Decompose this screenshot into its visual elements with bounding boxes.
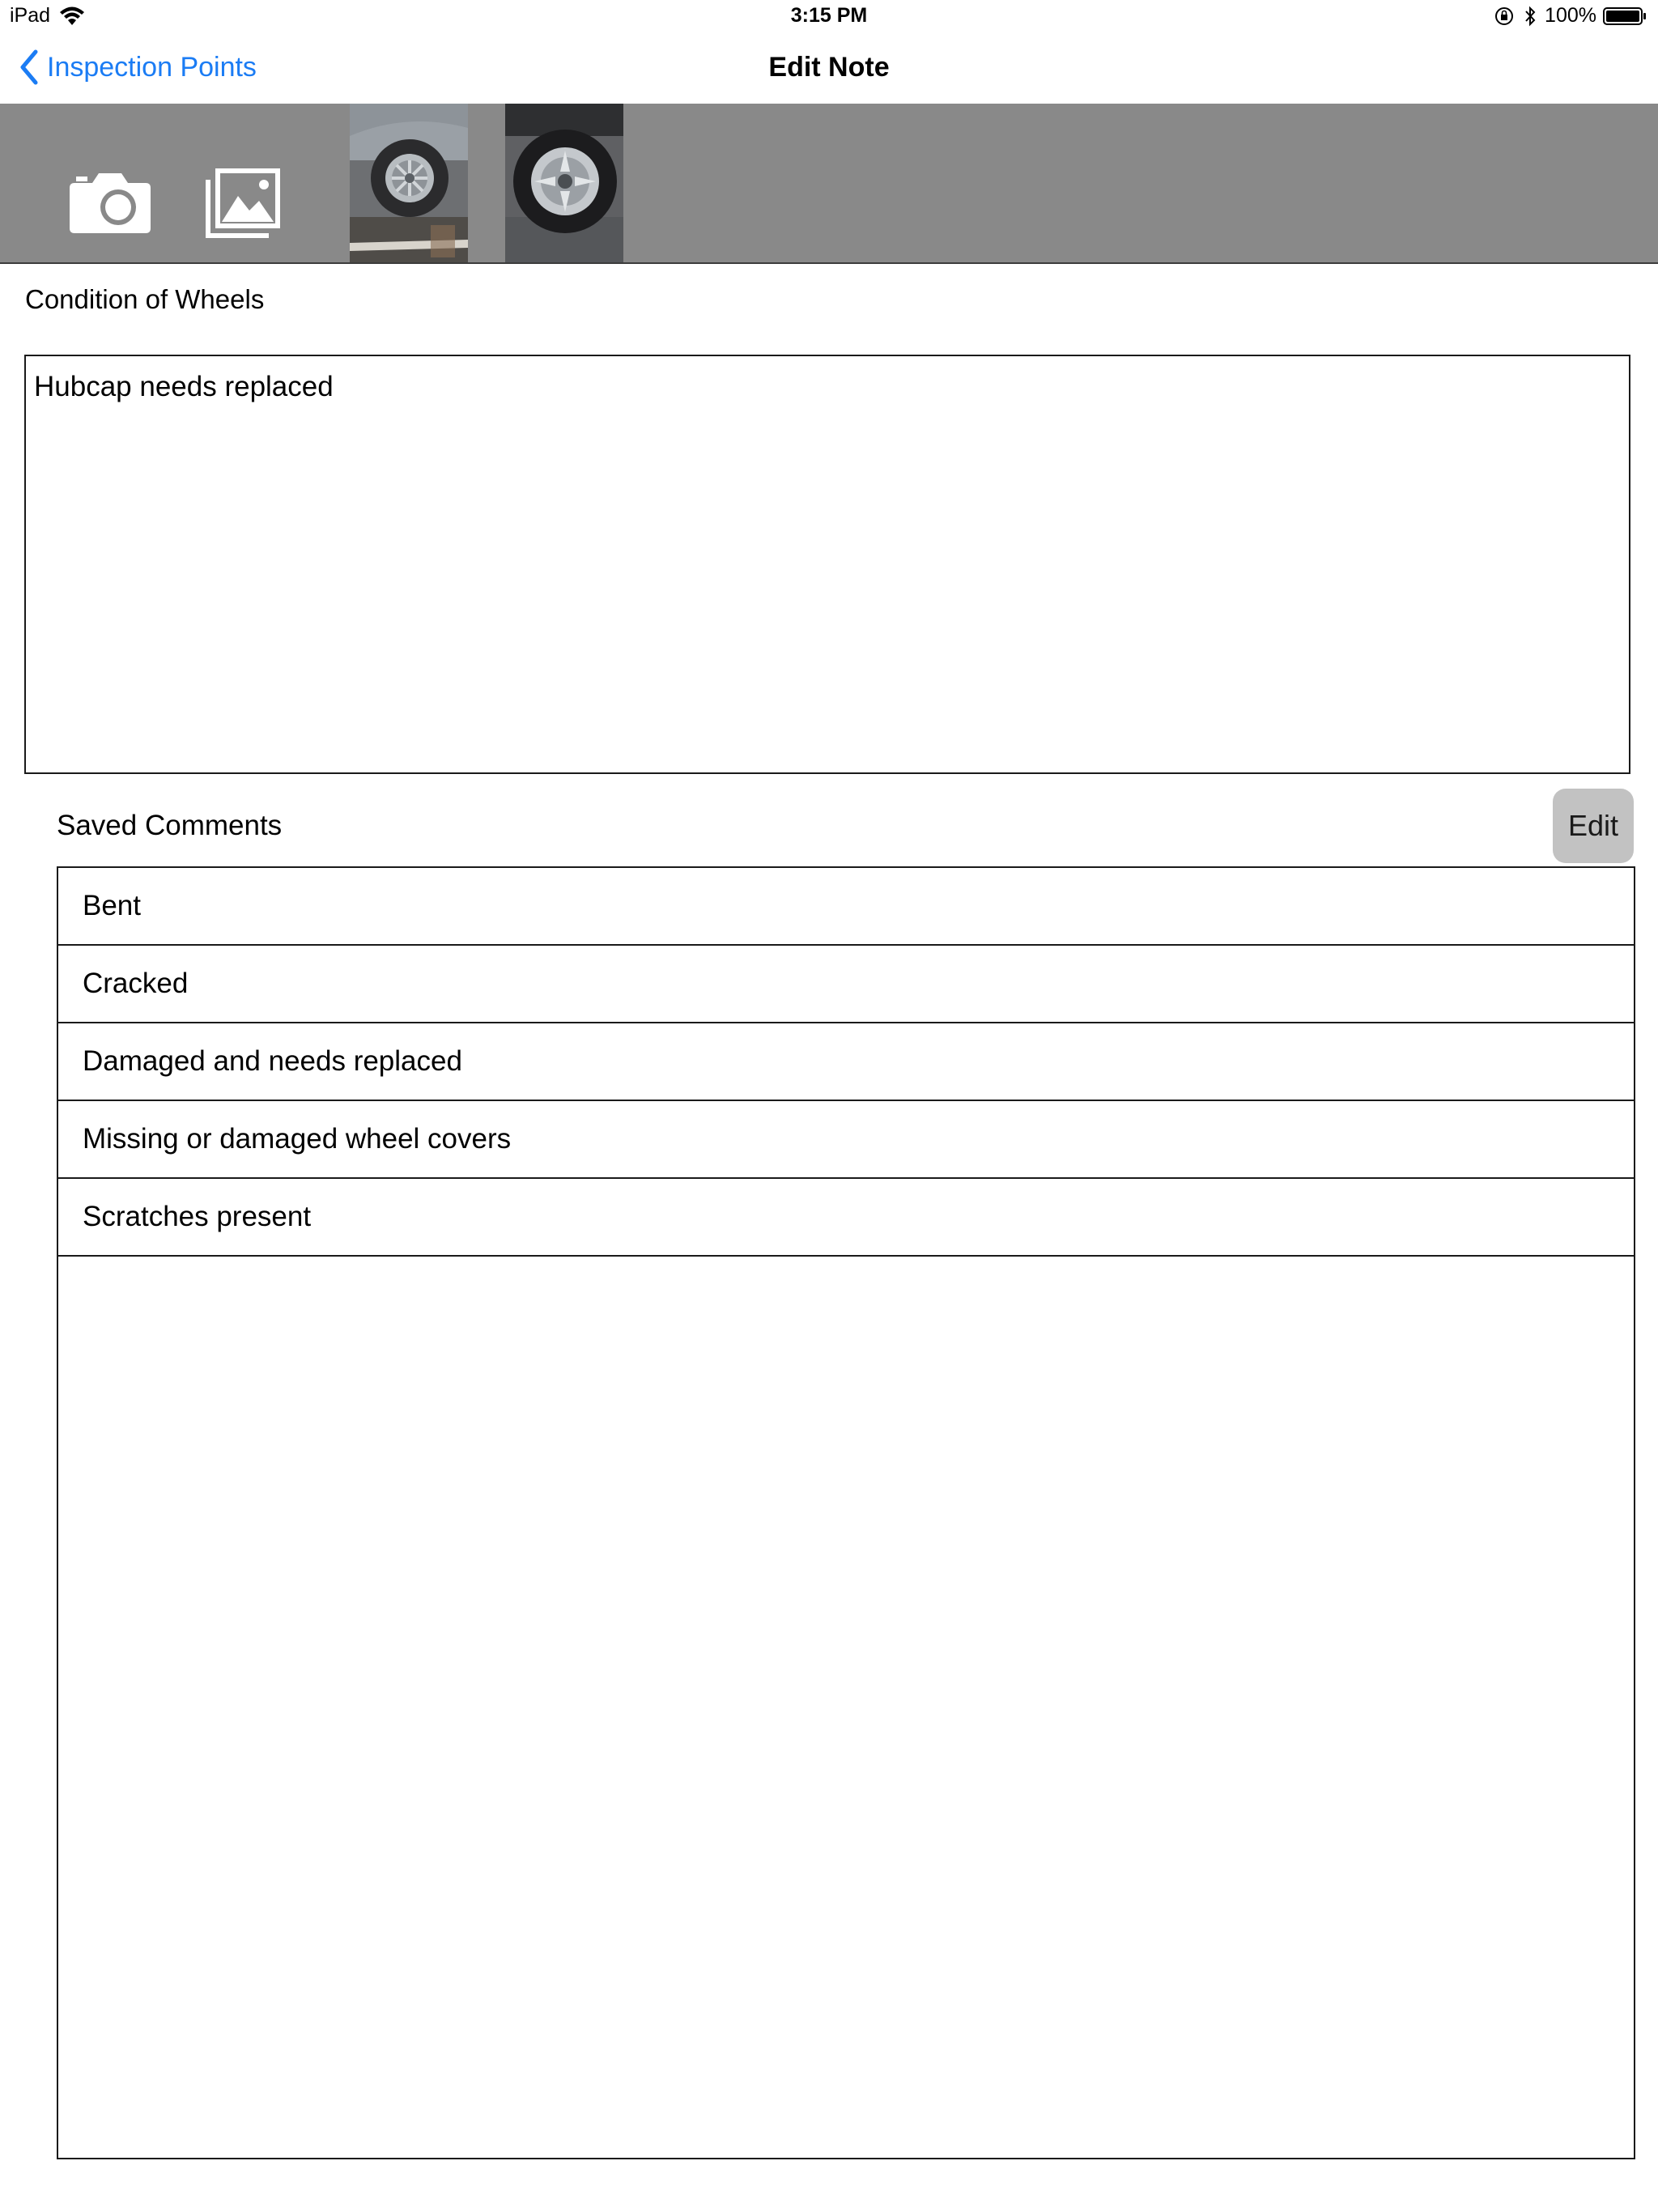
- photo-gallery-icon[interactable]: [202, 168, 280, 238]
- saved-comments-label: Saved Comments: [57, 810, 283, 841]
- battery-percent: 100%: [1545, 4, 1596, 27]
- battery-icon: [1603, 6, 1647, 26]
- saved-comment-row[interactable]: Scratches present: [58, 1179, 1634, 1257]
- saved-comment-row[interactable]: Damaged and needs replaced: [58, 1023, 1634, 1101]
- device-label: iPad: [10, 4, 51, 27]
- bluetooth-icon: [1524, 6, 1537, 27]
- status-time: 3:15 PM: [790, 4, 868, 27]
- edit-comments-button[interactable]: Edit: [1553, 789, 1634, 863]
- wheel-photo-1-image: [350, 104, 468, 262]
- wheel-photo-2-image: [505, 104, 623, 262]
- camera-icon[interactable]: [70, 172, 151, 233]
- status-right: [1494, 4, 1647, 28]
- saved-comment-row[interactable]: Cracked: [58, 946, 1634, 1023]
- inspection-point-title: Condition of Wheels: [25, 284, 265, 314]
- saved-comments-list: [57, 866, 1635, 2159]
- saved-comment-row[interactable]: Bent: [58, 868, 1634, 946]
- media-strip: [0, 104, 1658, 264]
- navigation-bar: [0, 32, 1658, 104]
- note-text-area[interactable]: Hubcap needs replaced: [24, 355, 1630, 774]
- status-bar: [0, 0, 1658, 32]
- wheel-photo-2[interactable]: [505, 104, 623, 262]
- wheel-photo-1[interactable]: [350, 104, 468, 262]
- orientation-lock-icon: [1494, 6, 1514, 26]
- page-title: Edit Note: [768, 52, 890, 83]
- saved-comment-row[interactable]: Missing or damaged wheel covers: [58, 1101, 1634, 1179]
- back-button-label: Inspection Points: [47, 51, 257, 83]
